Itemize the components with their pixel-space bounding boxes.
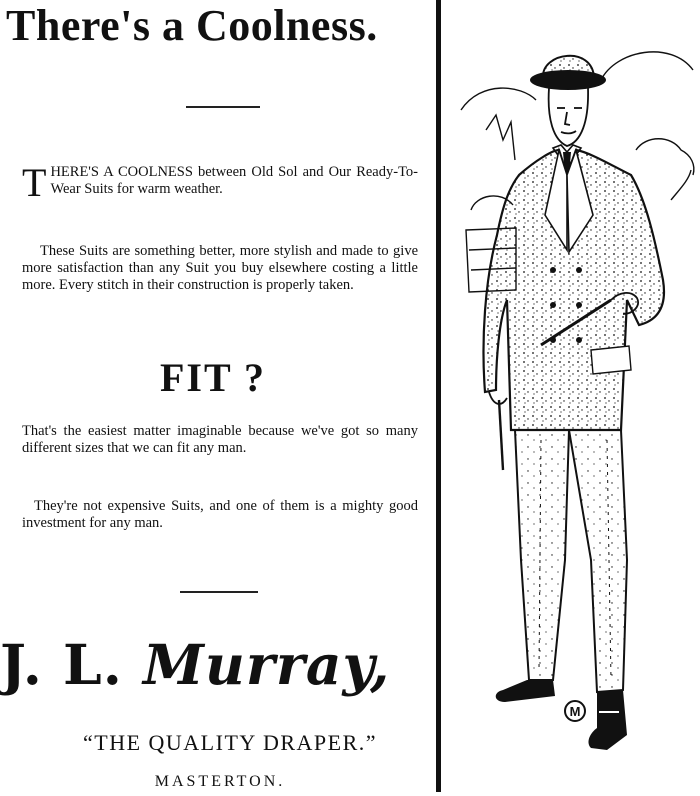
trousers (515, 430, 627, 692)
company-surname: Murray, (143, 632, 391, 697)
paragraph-fit: That's the easiest matter imaginable because we've got so many different sizes that we can fit any man. (22, 423, 418, 456)
maker-mark-letter: M (569, 704, 581, 719)
bowler-hat (530, 56, 606, 90)
paragraph-intro-text: HERE'S A COOLNESS between Old Sol and Our Ready-To-Wear Suits for warm weather. (50, 164, 418, 197)
head (549, 88, 588, 146)
tagline: “THE QUALITY DRAPER.” (82, 730, 378, 755)
man-in-suit-drawing (441, 0, 700, 792)
fit-heading: FIT ? (160, 355, 266, 400)
maker-mark (565, 701, 585, 721)
paragraph-intro (22, 160, 418, 205)
location: MASTERTON. (154, 773, 286, 790)
company-initials: J. L. (0, 632, 144, 697)
short-rule-top (186, 106, 260, 108)
headline: There's a Coolness. (6, 1, 378, 50)
paragraph-quality: These Suits are something better, more stylish and made to give more satisfaction than any Suit you buy elsewhere costing a little more. Every stitch in their construction is properly taken. (22, 243, 418, 293)
paragraph-price: They're not expensive Suits, and one of them is a mighty good investment for any man. (22, 498, 418, 531)
short-rule-bottom (180, 591, 258, 593)
jacket (484, 150, 665, 430)
suit-illustration (441, 0, 700, 792)
company-name (0, 632, 436, 698)
drop-cap: T (22, 160, 47, 205)
